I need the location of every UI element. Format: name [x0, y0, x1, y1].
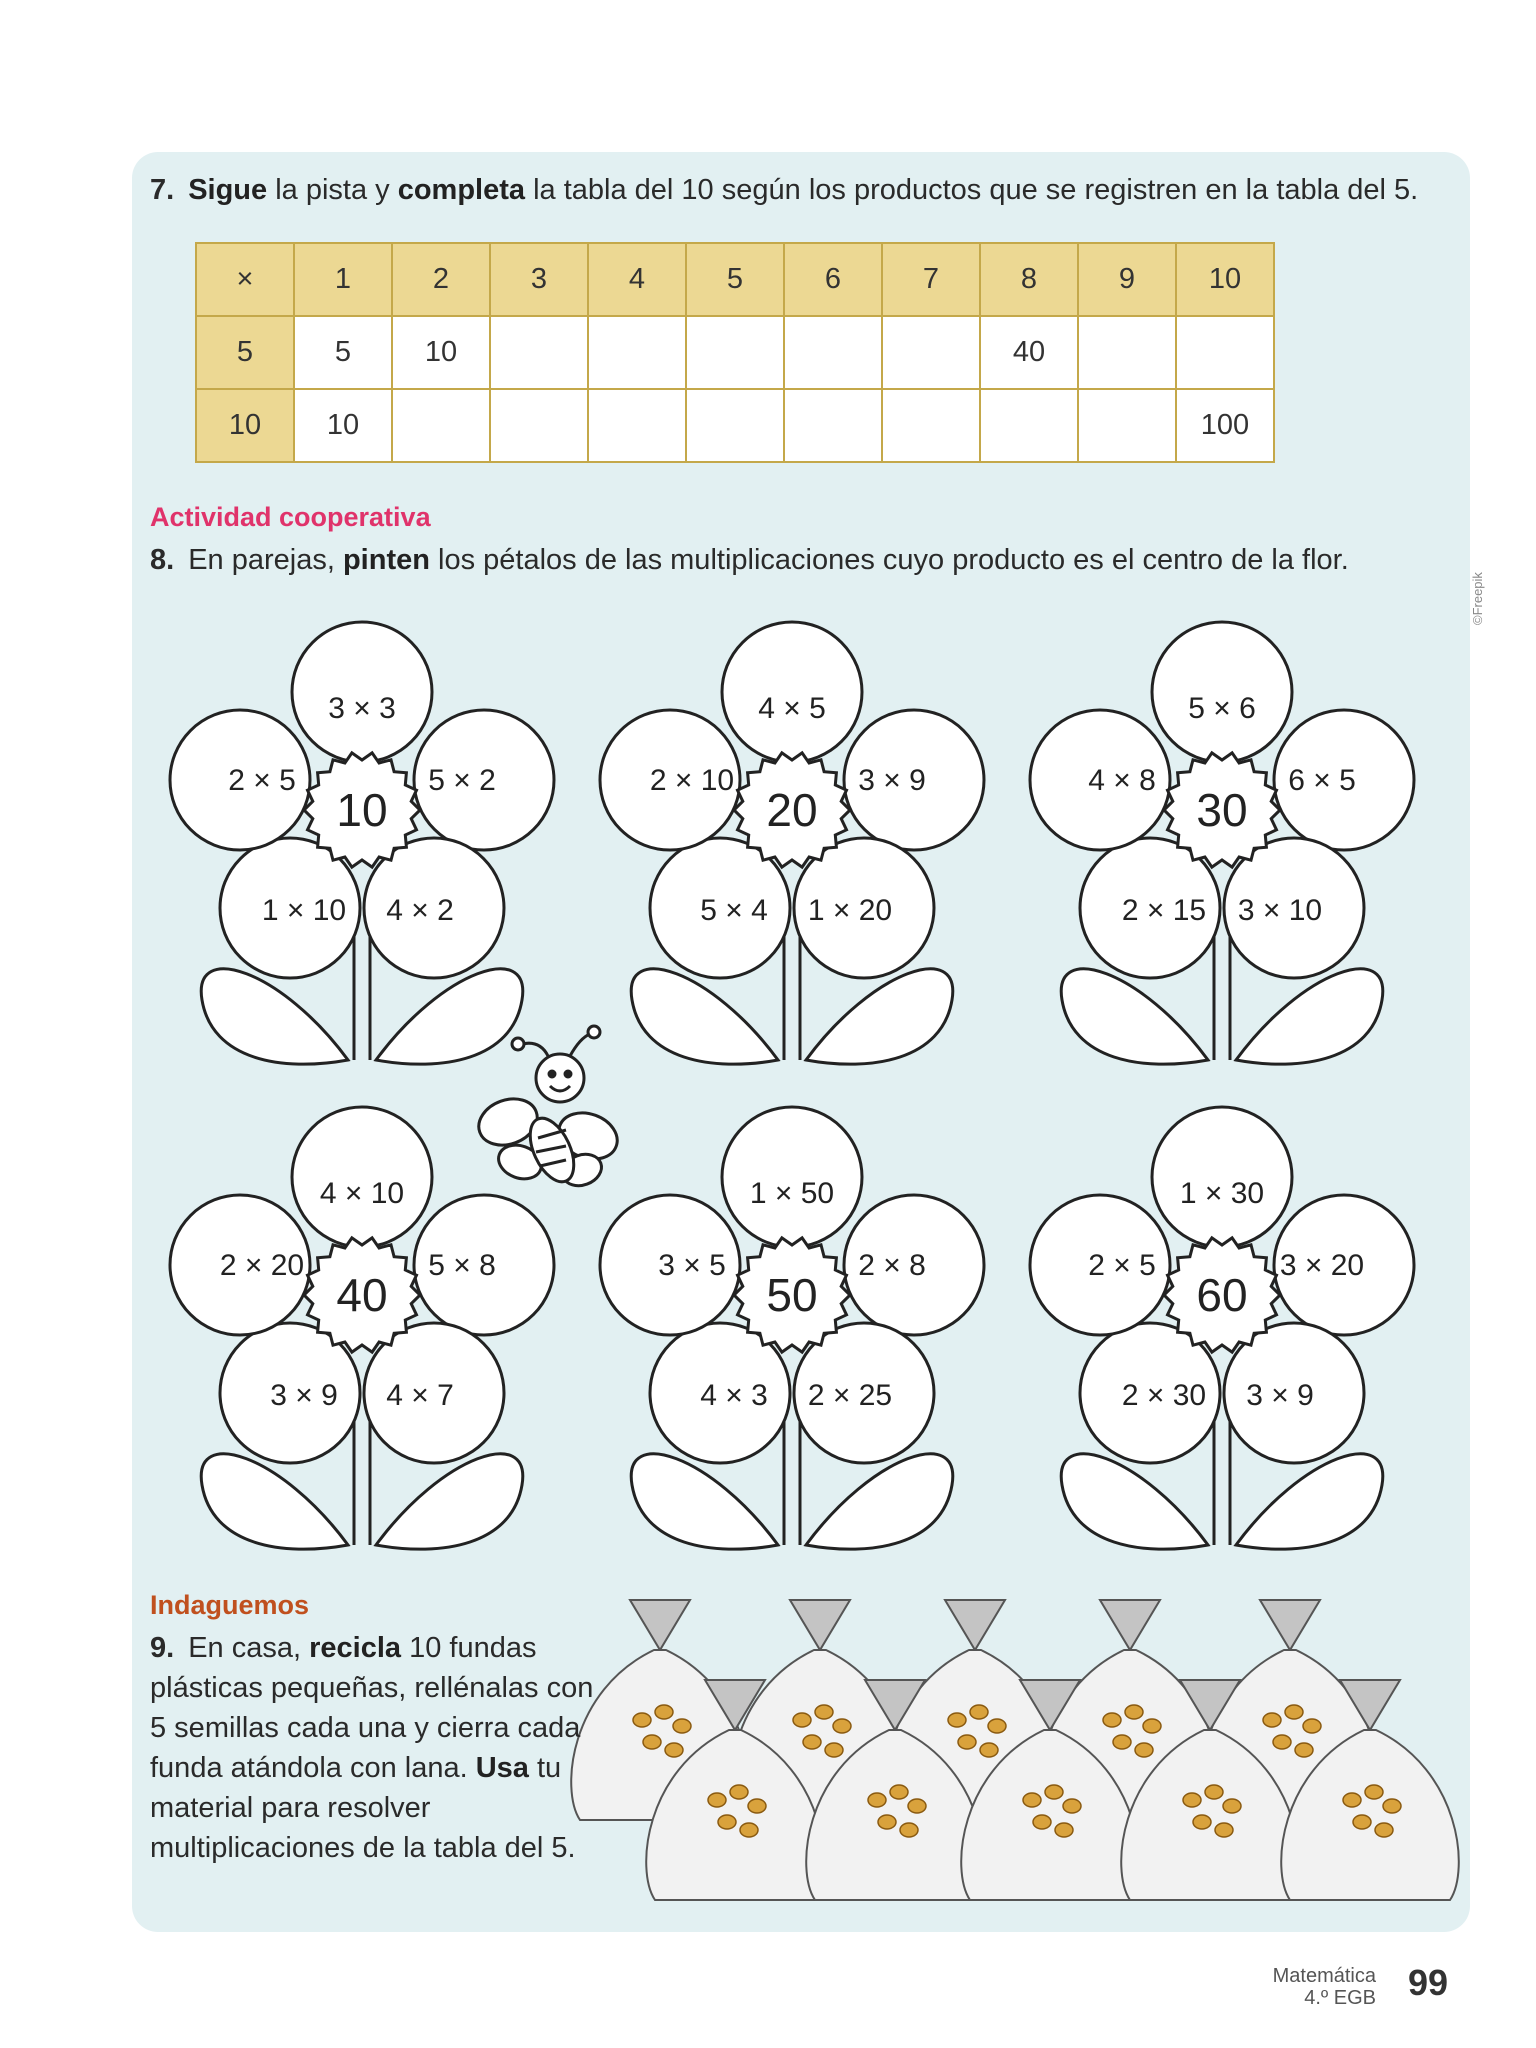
seed: [1263, 1713, 1281, 1727]
petal-label: 1 × 50: [749, 1177, 835, 1210]
petal-label: 5 × 4: [700, 894, 768, 927]
seed: [908, 1799, 926, 1813]
seed: [718, 1815, 736, 1829]
seed: [815, 1705, 833, 1719]
petal-label: 4 × 8: [1088, 764, 1156, 797]
seed-bags-illustration: [571, 1600, 1459, 1900]
table-cell: 10: [196, 389, 294, 462]
seed: [1383, 1799, 1401, 1813]
question-9: [150, 1628, 610, 1868]
seed: [1113, 1735, 1131, 1749]
petal-label: 2 × 8: [858, 1249, 926, 1282]
cooperative-title: Actividad cooperativa: [150, 502, 431, 532]
seed: [803, 1735, 821, 1749]
indaguemos-title: Indaguemos: [150, 1590, 310, 1620]
leaf: [631, 1454, 778, 1549]
table-cell: 10: [294, 389, 392, 462]
seed: [1143, 1719, 1161, 1733]
stem: [354, 930, 370, 1060]
table-cell: 40: [980, 316, 1078, 389]
seed: [1205, 1785, 1223, 1799]
leaf: [806, 1454, 953, 1549]
table-cell: 9: [1078, 243, 1176, 316]
flower: [1030, 1107, 1414, 1549]
flower: [170, 1107, 554, 1549]
question-number: 7.: [150, 174, 175, 206]
petal-label: 4 × 3: [700, 1379, 768, 1412]
petal-label: 3 × 9: [270, 1379, 338, 1412]
seed: [748, 1799, 766, 1813]
grade-label: 4.º EGB: [1304, 1987, 1376, 2009]
stem: [354, 1415, 370, 1545]
stem: [784, 1415, 800, 1545]
leaf: [201, 1454, 348, 1549]
table-cell: 7: [882, 243, 980, 316]
flower-center-number: 50: [766, 1269, 818, 1321]
flower-center-number: 40: [336, 1269, 388, 1321]
seed: [1023, 1793, 1041, 1807]
seed: [825, 1743, 843, 1757]
petal-label: 2 × 30: [1121, 1379, 1207, 1412]
verb: Usa: [475, 1752, 529, 1784]
seed: [633, 1713, 651, 1727]
page-footer: [1273, 1965, 1376, 2009]
petal-label: 2 × 5: [1088, 1249, 1156, 1282]
text: los pétalos de las multiplicaciones cuyo producto es el centro de la flor.: [429, 544, 1349, 576]
seed: [1183, 1793, 1201, 1807]
petal-label: 3 × 9: [1246, 1379, 1314, 1412]
petal-label: 2 × 5: [228, 764, 296, 797]
leaf: [1236, 969, 1383, 1064]
seed: [948, 1713, 966, 1727]
verb: pinten: [342, 544, 430, 576]
stem: [784, 930, 800, 1060]
petal-label: 2 × 20: [219, 1249, 305, 1282]
seed: [1273, 1735, 1291, 1749]
verb: recicla: [309, 1632, 402, 1664]
seed: [1375, 1823, 1393, 1837]
seed: [1303, 1719, 1321, 1733]
seed: [980, 1743, 998, 1757]
seed: [1193, 1815, 1211, 1829]
seed: [1295, 1743, 1313, 1757]
table-cell: 1: [294, 243, 392, 316]
leaf: [806, 969, 953, 1064]
petal-label: 3 × 3: [328, 692, 396, 725]
table-cell: 6: [784, 243, 882, 316]
text: En casa,: [188, 1632, 310, 1664]
text: la tabla del 10 según los productos que se registren en la tabla del 5.: [525, 174, 1419, 206]
petal-label: 2 × 10: [649, 764, 735, 797]
seed: [1343, 1793, 1361, 1807]
question-number: 8.: [150, 544, 175, 576]
petal-label: 4 × 2: [386, 894, 454, 927]
flower-center-number: 60: [1196, 1269, 1248, 1321]
bee-illustration: [472, 1026, 623, 1191]
flower-center-number: 10: [336, 784, 388, 836]
petal-label: 1 × 30: [1179, 1177, 1265, 1210]
leaf: [1061, 969, 1208, 1064]
seed: [970, 1705, 988, 1719]
seed: [1365, 1785, 1383, 1799]
table-cell: 3: [490, 243, 588, 316]
petal-label: 5 × 8: [428, 1249, 496, 1282]
seed: [1135, 1743, 1153, 1757]
table-cell: ×: [196, 243, 294, 316]
flower: [170, 622, 554, 1064]
petal-label: 3 × 10: [1237, 894, 1323, 927]
subject-label: Matemática: [1272, 1965, 1376, 1987]
petal-label: 1 × 10: [261, 894, 347, 927]
stem: [1214, 1415, 1230, 1545]
seed: [665, 1743, 683, 1757]
table-cell: 2: [392, 243, 490, 316]
table-cell: 5: [196, 316, 294, 389]
flower-center-number: 20: [766, 784, 818, 836]
table-cell: 5: [686, 243, 784, 316]
petal-label: 3 × 9: [858, 764, 926, 797]
flower: [600, 622, 984, 1064]
table-cell: 10: [392, 316, 490, 389]
table-cell: 4: [588, 243, 686, 316]
seed: [1055, 1823, 1073, 1837]
seed: [1045, 1785, 1063, 1799]
seed: [988, 1719, 1006, 1733]
stem: [1214, 930, 1230, 1060]
seed: [673, 1719, 691, 1733]
seed: [643, 1735, 661, 1749]
seed: [890, 1785, 908, 1799]
page-number: 99: [1407, 1962, 1448, 2003]
verb: Sigue: [188, 174, 268, 206]
petal-label: 2 × 15: [1121, 894, 1207, 927]
text: tu material para resolver multiplicaciones de la tabla del 5.: [150, 1752, 576, 1864]
leaf: [376, 969, 523, 1064]
leaf: [1061, 1454, 1208, 1549]
seed: [833, 1719, 851, 1733]
text: la pista y: [267, 174, 398, 206]
seed: [1103, 1713, 1121, 1727]
seed: [1285, 1705, 1303, 1719]
petal-label: 5 × 6: [1188, 692, 1256, 725]
seed: [868, 1793, 886, 1807]
question-number: 9.: [150, 1632, 175, 1664]
leaf: [376, 1454, 523, 1549]
petal-label: 6 × 5: [1288, 764, 1356, 797]
table-cell: 10: [1176, 243, 1274, 316]
seed: [1223, 1799, 1241, 1813]
table-cell: 5: [294, 316, 392, 389]
table-cell: 100: [1176, 389, 1274, 462]
table-cell: 8: [980, 243, 1078, 316]
petal-label: 4 × 7: [386, 1379, 454, 1412]
seed: [878, 1815, 896, 1829]
petal-label: 3 × 20: [1279, 1249, 1365, 1282]
leaf: [201, 969, 348, 1064]
seed: [1125, 1705, 1143, 1719]
seed: [793, 1713, 811, 1727]
image-credit: ©Freepik: [1470, 572, 1485, 625]
flower: [600, 1107, 984, 1549]
petal-label: 1 × 20: [807, 894, 893, 927]
seed: [708, 1793, 726, 1807]
seed: [1063, 1799, 1081, 1813]
flower-center-number: 30: [1196, 784, 1248, 836]
petal-label: 4 × 10: [319, 1177, 405, 1210]
seed: [740, 1823, 758, 1837]
seed: [958, 1735, 976, 1749]
leaf: [631, 969, 778, 1064]
petal-label: 4 × 5: [758, 692, 826, 725]
seed: [1215, 1823, 1233, 1837]
petal-label: 3 × 5: [658, 1249, 726, 1282]
seed: [1353, 1815, 1371, 1829]
petal-label: 2 × 25: [807, 1379, 893, 1412]
leaf: [1236, 1454, 1383, 1549]
seed: [730, 1785, 748, 1799]
flower: [1030, 622, 1414, 1064]
seed: [900, 1823, 918, 1837]
seed: [655, 1705, 673, 1719]
petal-label: 5 × 2: [428, 764, 496, 797]
verb: completa: [397, 174, 526, 206]
text: En parejas,: [188, 544, 343, 576]
text: 10 fundas plásticas pequeñas, rellénalas con 5 semillas cada una y cierra cada funda atándola con lana.: [150, 1632, 594, 1784]
seed: [1033, 1815, 1051, 1829]
